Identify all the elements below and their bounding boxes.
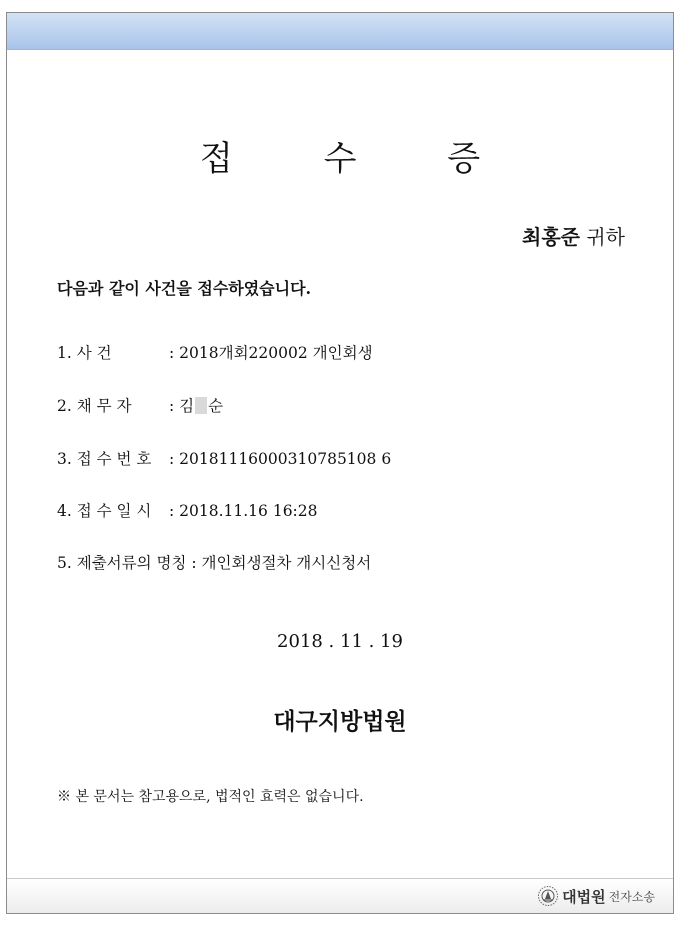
reference-note: ※ 본 문서는 참고용으로, 법적인 효력은 없습니다. bbox=[57, 789, 364, 805]
field-value: 개인회생절차 개시신청서 bbox=[201, 554, 372, 572]
field-receipt-datetime: 4. 접 수 일 시 : 2018.11.16 16:28 bbox=[57, 499, 318, 521]
document-frame bbox=[6, 12, 674, 914]
logo-sub-text: 전자소송 bbox=[608, 889, 655, 904]
field-label: 5. 제출서류의 명칭 bbox=[57, 554, 187, 572]
intro-text: 다음과 같이 사건을 접수하였습니다. bbox=[57, 279, 312, 298]
field-label: 1. 사 건 bbox=[57, 344, 112, 362]
field-value-prefix: 김 bbox=[179, 397, 195, 415]
field-receipt-number: 3. 접 수 번 호 : 20181116000310785108 6 bbox=[57, 447, 391, 469]
header-band bbox=[7, 13, 673, 50]
field-value: 2018개회220002 개인회생 bbox=[179, 344, 373, 362]
recipient-name: 최홍준 bbox=[522, 225, 580, 249]
field-value-suffix: 순 bbox=[208, 397, 224, 415]
issue-date: 2018 . 11 . 19 bbox=[277, 631, 403, 652]
field-label: 3. 접 수 번 호 bbox=[57, 450, 152, 468]
field-case: 1. 사 건 : 2018개회220002 개인회생 bbox=[57, 341, 373, 363]
field-label: 4. 접 수 일 시 bbox=[57, 502, 152, 520]
ecourt-logo bbox=[537, 885, 655, 907]
recipient-suffix: 귀하 bbox=[586, 225, 625, 249]
field-value: 2018.11.16 16:28 bbox=[179, 502, 318, 520]
document-title: 접 수 증 bbox=[199, 139, 521, 179]
recipient bbox=[522, 221, 625, 250]
field-label: 2. 채 무 자 bbox=[57, 397, 132, 415]
logo-main-text: 대법원 bbox=[562, 887, 606, 906]
court-emblem-icon bbox=[537, 885, 559, 907]
field-value: 20181116000310785108 6 bbox=[179, 450, 392, 468]
footer-band bbox=[7, 878, 673, 913]
field-document-name: 5. 제출서류의 명칭 : 개인회생절차 개시신청서 bbox=[57, 551, 371, 573]
court-name: 대구지방법원 bbox=[273, 708, 407, 735]
field-debtor: 2. 채 무 자 : 김 순 bbox=[57, 394, 223, 416]
redaction-mask bbox=[195, 397, 207, 414]
